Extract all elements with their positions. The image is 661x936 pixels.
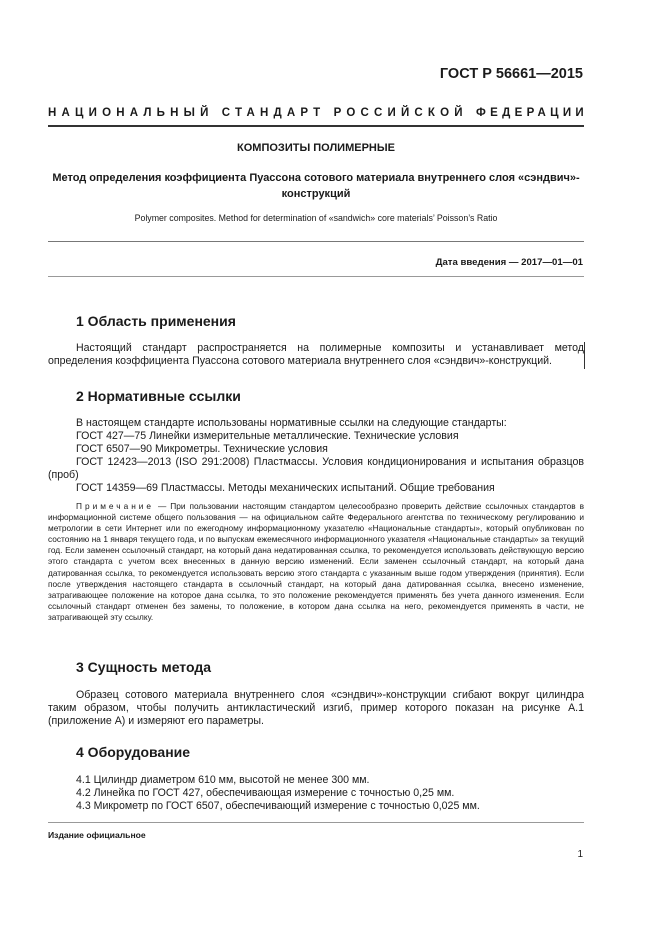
section-3-heading: 3 Сущность метода (76, 659, 212, 675)
equipment-item: 4.1 Цилиндр диаметром 610 мм, высотой не менее 300 мм. (76, 774, 370, 786)
banner-word: ФЕДЕРАЦИИ (476, 107, 588, 119)
main-title: КОМПОЗИТЫ ПОЛИМЕРНЫЕ (237, 142, 395, 154)
note-label: Примечание (76, 501, 155, 511)
section-1-text: Настоящий стандарт распространяется на полимерные композиты и устанавливает метод определения коэффициента Пуассона сотового материала внутреннего слоя «сэндвич»-конструкций. (48, 342, 584, 368)
banner-word: СТАНДАРТ (221, 107, 326, 119)
equipment-item: 4.3 Микрометр по ГОСТ 6507, обеспечивающий измерение с точностью 0,025 мм. (76, 800, 480, 812)
equipment-item: 4.2 Линейка по ГОСТ 427, обеспечивающая измерение с точностью 0,25 мм. (76, 787, 455, 799)
reference-note (48, 501, 584, 623)
page-number: 1 (577, 849, 583, 860)
banner-word: НАЦИОНАЛЬНЫЙ (48, 107, 214, 119)
section-2-heading: 2 Нормативные ссылки (76, 388, 241, 404)
reference-item: ГОСТ 427—75 Линейки измерительные металлические. Технические условия (76, 430, 459, 442)
note-text: — При пользовании настоящим стандартом целесообразно проверить действие ссылочных стандартов в информационной системе общего пользования — на официальном сайте Федерального агентства по техническому регулированию и метрологии в сети Интернет или по ежегодному информационному указателю «Национальные стандарты», который опубликован по состоянию на 1 января текущего года, и по выпускам ежемесячного информационного указателя «Национальные стандарты» за текущий год. Если заменен ссылочный стандарт, на который дана недатированная ссылка, то рекомендуется использовать действующую версию этого стандарта с учетом всех внесенных в данную версию изменений. Если заменен ссылочный стандарт, на который дана датированная ссылка, то рекомендуется использовать версию этого стандарта с указанным выше годом утверждения (принятия). Если после утверждения настоящего стандарта в ссылочный стандарт, на который дана датированная ссылка, внесено изменение, затрагивающее положение на которое дана ссылка, то это положение рекомендуется применять без учета данного изменения. Если ссылочный стандарт отменен без замены, то положение, в котором дана ссылка на него, рекомендуется применять в части, не затрагивающей эту ссылку. (48, 501, 584, 622)
english-title: Polymer composites. Method for determination of «sandwich» core materials’ Poisson’s Ratio (134, 213, 498, 223)
national-standard-banner (48, 107, 588, 119)
edition-label: Издание официальное (48, 830, 146, 840)
section-3-text: Образец сотового материала внутреннего слоя «сэндвич»-конструкции сгибают вокруг цилиндра таким образом, чтобы получить антикластический изгиб, пример которого показан на рисунке А.1 (приложение А) и измеряют его параметры. (48, 689, 584, 728)
section-2-intro: В настоящем стандарте использованы нормативные ссылки на следующие стандарты: (76, 417, 507, 429)
footer-rule (48, 822, 584, 823)
reference-item: ГОСТ 12423—2013 (ISO 291:2008) Пластмассы. Условия кондиционирования и испытания образцов (проб) (48, 456, 584, 482)
introduction-date: Дата введения — 2017—01—01 (435, 257, 583, 268)
reference-item: ГОСТ 14359—69 Пластмассы. Методы механических испытаний. Общие требования (76, 482, 495, 494)
banner-word: РОССИЙСКОЙ (333, 107, 468, 119)
section-1-heading: 1 Область применения (76, 313, 236, 329)
title-rule (48, 241, 584, 242)
header-rule (48, 125, 584, 127)
change-bar (584, 342, 585, 369)
standard-id: ГОСТ Р 56661—2015 (439, 66, 583, 82)
section-4-heading: 4 Оборудование (76, 744, 191, 760)
date-rule (48, 276, 584, 277)
sub-title: Метод определения коэффициента Пуассона сотового материала внутреннего слоя «сэндвич»-конструкций (52, 172, 580, 200)
reference-item: ГОСТ 6507—90 Микрометры. Технические условия (76, 443, 328, 455)
